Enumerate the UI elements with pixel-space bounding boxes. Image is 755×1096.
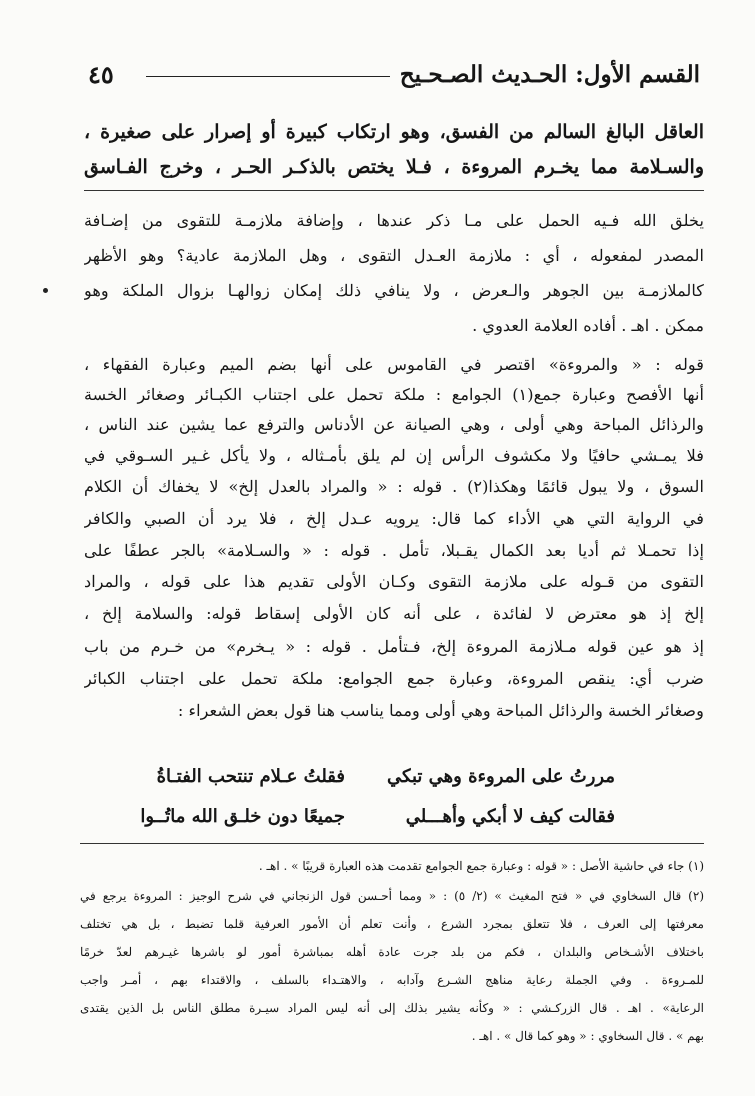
footnote-line: (١) جاء في حاشية الأصل : « قوله : وعبارة جمع الجوامع تقدمت هذه العبارة قريبًا » . اهـ . — [258, 859, 704, 873]
page-header — [88, 60, 700, 92]
verse-hemistich: مررتُ على المروءة وهي تبكي — [387, 766, 615, 787]
commentary-line: السوق ، ولا يبول قائمًا وهكذا(٢) . قوله : « والمراد بالعدل إلخ» لا يخفاك أن الكلام — [84, 477, 704, 496]
commentary-line: أنها الأفصح وعبارة جمع(١) الجوامع : ملكة تحمل على اجتناب الكبـائر وصغائر الخسة — [84, 385, 704, 404]
footnote-line: باختلاف الأشـخاص والبلدان ، فكم من بلد جرت عادة أهله بمباشرة أمور لو باشرها غيـرهم لعدّ خرمًا — [80, 945, 704, 959]
page-number: ٤٥ — [88, 60, 114, 89]
running-title: القسم الأول: الحـديث الصـحـيح — [399, 61, 700, 88]
verse-hemistich: فقالت كيف لا أبكي وأهـــلي — [405, 806, 615, 827]
commentary-line: إذا تحمـلا ثم أديا بعد الكمال يقـبلا، تأمل . قوله : « والسـلامة» بالجر عطفًا على — [84, 541, 704, 560]
divider — [84, 190, 704, 191]
commentary-line: في الرواية التي هي الأداء كما قال: يرويه عـدل إلخ ، فلا يرد أن الصبي والكافر — [84, 509, 704, 528]
margin-mark — [43, 288, 48, 293]
main-text-line: العاقل البالغ السالم من الفسق، وهو ارتكاب كبيرة أو إصرار على صغيرة ، — [84, 121, 704, 143]
verse-hemistich: جميعًا دون خلـق الله ماتُــوا — [140, 806, 345, 827]
commentary-line: ضرب أي: ينقص المروءة، وعبارة جمع الجوامع: ملكة تحمل على اجتناب الكبائر — [84, 669, 704, 688]
commentary-line: إلخ إذ هو معترض لا لفائدة ، على أنه كان الأولى إسقاط قوله: والسلامة إلخ ، — [84, 604, 704, 623]
commentary-line: التقوى من قـوله على ملازمة التقوى وكـان الأولى تقديم هذا على قوله ، والمراد — [84, 572, 704, 591]
commentary-line: يخلق الله فـيه الحمل على مـا ذكر عندها ، وإضافة ملازمـة للتقوى من إضـافة — [84, 211, 704, 230]
footnote-line: للمـروءة . وفي الجملة رعاية مناهج الشـرع وآدابه ، والاهتـداء بالسلف ، والاقتداء بهم ، أمـر واجب — [80, 973, 704, 987]
commentary-line: والرذائل المباحة وهي أولى ، وهي الصيانة عن الأدناس والترفع عما يشين عند الناس ، — [84, 415, 704, 434]
commentary-line: وصغائر الخسة والرذائل المباحة وهي أولى ومما يناسب هنا قول بعض الشعراء : — [177, 701, 704, 720]
header-rule — [146, 76, 390, 77]
verse-hemistich: فقلتُ عـلام تنتحب الفتـاةُ — [156, 766, 345, 787]
footnote-line: معرفتها إلى العرف ، فلا تتعلق بمجرد الشرع ، وأنت تعلم أن الأمور العرفية قلما تضبط ، بل هي تختلف — [80, 917, 704, 931]
footnote-line: الرعاية» . اهـ . قال الزركـشي : « وكأنه يشير بذلك إلى أنه ليس المراد سيـرة مطلق الناس بل الذين يقتدى — [80, 1001, 704, 1015]
commentary-line: كالملازمـة بين الجوهر والـعرض ، ولا ينافي ذلك إمكان زوالهـا بزوال الملكة وهو — [84, 281, 704, 300]
commentary-line: قوله : « والمروءة» اقتصر في القاموس على أنها بضم الميم وعبارة الفقهاء ، — [84, 355, 704, 374]
commentary-line: فلا يمـشي حافيًا ولا مكشوف الرأس إن لم يلق بأمـثاله ، ولا يأكل غـير السـوقي في — [84, 446, 704, 465]
main-text-line: والسـلامة مما يخـرم المروءة ، فـلا يختص بالذكـر الحـر ، وخرج الفـاسق — [84, 156, 704, 178]
footnote-line: (٢) قال السخاوي في « فتح المغيث » (٢/ ٥) : « ومما أحـسن قول الزنجاني في شرح الوجيز : المروءة يرجع في — [80, 889, 704, 903]
commentary-line: المصدر لمفعوله ، أي : ملازمة العـدل التقوى ، وهل الملازمة عادية؟ وهو الأظهر — [84, 246, 704, 265]
footnote-divider — [80, 843, 704, 844]
footnote-line: بهم » . قال السخاوي : « وهو كما قال » . اهـ . — [471, 1029, 704, 1043]
commentary-line: إذ هو عين قوله مـلازمة المروءة إلخ، فـتأمل . قوله : « يـخرم» من خـرم من باب — [84, 637, 704, 656]
commentary-line: ممكن . اهـ . أفاده العلامة العدوي . — [472, 316, 704, 335]
